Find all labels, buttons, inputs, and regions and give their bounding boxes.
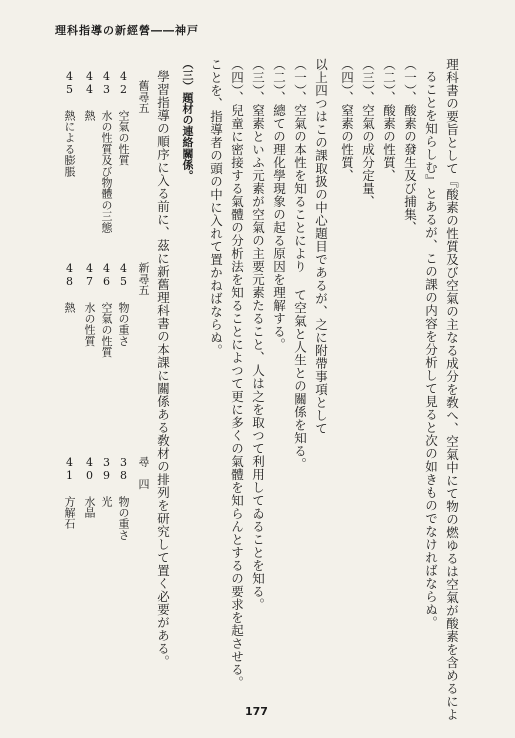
table-cell: 45 熱による膨脹 [63,70,76,177]
body-line-12: ことを、指導者の頭の中に入れて置かねばならぬ。 [208,58,224,357]
table-cell: 43 水の性質及び物體の三態 [100,70,113,233]
table-cell: 47 水の性質 [83,262,96,347]
table-cell: 46 空氣の性質 [100,262,113,358]
table-cell: 42 空氣の性質 [117,70,130,166]
body-line-3: （一）、酸素の發生及び捕集、 [402,58,418,234]
body-line-8: （一）、空氣の本性を知ることにより て空氣と人生との關係を知る。 [292,58,308,471]
body-line-1: 理科書の要旨として『酸素の性質及び空氣の主なる成分を敎へ、空氣中にて物の燃ゆるは空氣が酸素を含めるによ [444,58,460,721]
body-line-9: （二）、總ての理化學現象の起る原因を理解する。 [271,58,287,351]
table-cell: 40 水晶 [83,456,96,518]
body-line-10: （三）、窒素といふ元素が空氣の主要元素たること、人は之を取つて利用してゐることを知る。 [250,58,266,611]
table-cell: 44 熱 [83,70,96,121]
page-number: 177 [245,705,268,718]
body-line-6: （四）、窒素の性質、 [339,58,355,182]
table-cell: 39 光 [100,456,113,507]
table-cell: 41 方解石 [63,456,76,530]
body-line-11: （四）、兒童に密接する氣體の分析法を知ることによつて更に多くの氣體を知らんとするの要求を起させる。 [229,58,245,689]
table-header-new-grade5: 新尋五 [137,262,150,296]
running-header: 理科指導の新經營――神戸 [55,24,199,37]
table-cell: 45 物の重さ [117,262,130,347]
table-cell: 38 物の重さ [117,456,130,541]
section-text: 學習指導の順序に入る前に、茲に新舊理科書の本課に關係ある敎材の排列を研究して置く必要がある。 [155,70,171,668]
body-line-5: （三）、空氣の成分定量、 [360,58,376,208]
body-line-4: （二）、酸素の性質、 [381,58,397,182]
table-header-old-grade5: 舊尋五 [137,80,150,114]
body-line-2: ることを知らしむ』とあるが、この課の内容を分析して見ると次の如きものでなければならぬ。 [423,70,439,629]
table-header-grade4: 尋 四 [137,456,150,490]
table-cell: 48 熱 [63,262,76,313]
section-heading: （三）題材の連絡關係。 [181,58,194,182]
body-line-7: 以上四つはこの課取扱の中心題目であるが、之に附帶事項として [313,58,329,435]
